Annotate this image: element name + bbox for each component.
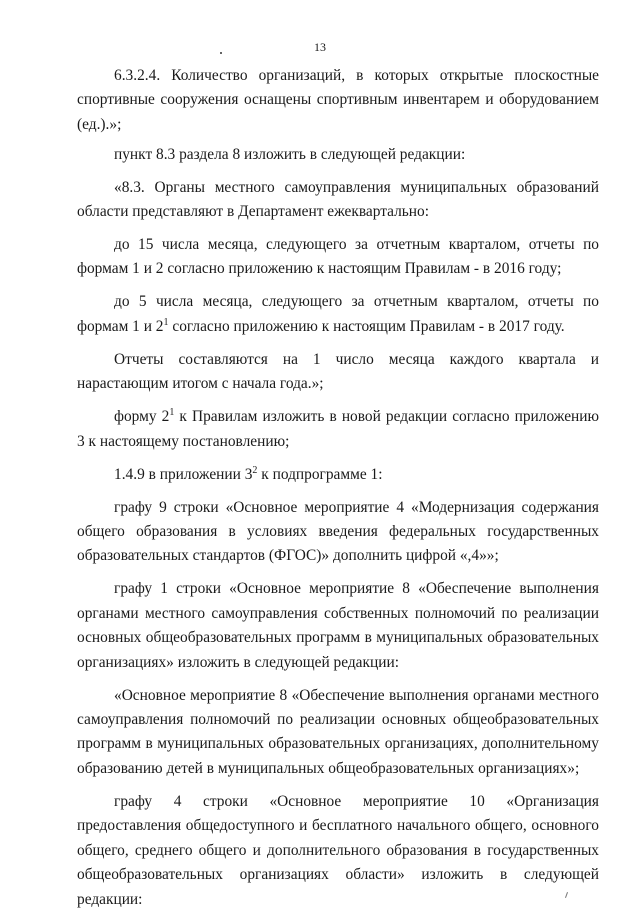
text-segment: к Правилам изложить в новой редакции согласно приложению 3 к настоящему постановлению; — [77, 408, 599, 450]
paragraph-deadline-2017 — [77, 290, 599, 339]
paragraph-1-4-9 — [77, 463, 599, 487]
paragraph-measure-8: «Основное мероприятие 8 «Обеспечение выполнения органами местного самоуправления полномочий по реализации основных общеобразовательных программ в муниципальных образовательных организациях, дополнительному образованию детей в муниципальных общеобразовательных организациях»; — [77, 686, 599, 777]
document-body — [77, 64, 599, 921]
paragraph-8-3-heading: «8.3. Органы местного самоуправления муниципальных образований области представляют в Департамент ежеквартально: — [77, 178, 599, 221]
paragraph-form-2-1 — [77, 405, 599, 454]
paragraph-reports-note: Отчеты составляются на 1 число месяца каждого квартала и нарастающим итогом с начала года.»; — [77, 350, 599, 393]
paragraph-column-4: графу 4 строки «Основное мероприятие 10 «Организация предоставления общедоступного и бесплатного начального общего, основного общего, среднего общего и дополнительного образования в государственных общеобразовательных организациях области» изложить в следующей редакции: — [77, 792, 599, 908]
paragraph-column-9: графу 9 строки «Основное мероприятие 4 «Модернизация содержания общего образования в условиях введения федеральных государственных образовательных стандартов (ФГОС)» дополнить цифрой «,4»»; — [77, 498, 599, 565]
text-segment: форму 2 — [114, 408, 170, 426]
paragraph-deadline-2016: до 15 числа месяца, следующего за отчетным кварталом, отчеты по формам 1 и 2 согласно приложению к настоящим Правилам - в 2016 году; — [77, 236, 599, 278]
text-segment: 1.4.9 в приложении 3 — [114, 465, 253, 483]
paragraph-6-3-2-4: 6.3.2.4. Количество организаций, в которых открытые плоскостные спортивные сооружения оснащены спортивным инвентарем и оборудованием (ед.).»; — [77, 67, 599, 133]
superscript: 1 — [163, 316, 169, 328]
text-segment: до 5 числа месяца, следующего за отчетным кварталом, отчеты по формам 1 и 2 — [77, 293, 599, 335]
page-number: 13 — [314, 40, 326, 54]
scan-speck — [220, 52, 222, 54]
text-segment: согласно приложению к настоящим Правилам - в 2017 году. — [168, 317, 565, 335]
superscript: 1 — [169, 407, 175, 419]
text-segment: к подпрограмме 1: — [257, 465, 383, 483]
superscript: 2 — [252, 464, 258, 476]
paragraph-column-1: графу 1 строки «Основное мероприятие 8 «Обеспечение выполнения органами местного самоуправления собственных полномочий по реализации основных общеобразовательных программ в муниципальных образовательных организациях» изложить в следующей редакции: — [77, 580, 599, 671]
paragraph-point-8-3-intro: пункт 8.3 раздела 8 изложить в следующей редакции: — [114, 145, 466, 163]
